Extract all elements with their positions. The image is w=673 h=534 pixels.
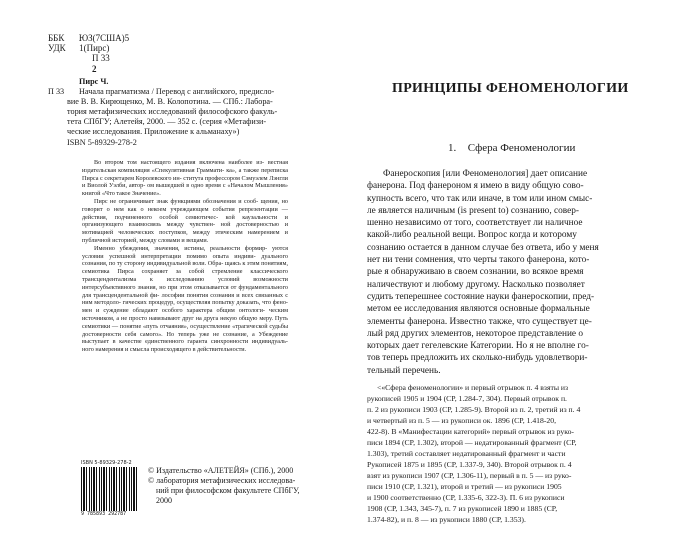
section-heading xyxy=(448,142,575,154)
record-line: Начала прагматизма / Перевод с английского, предисло- xyxy=(79,87,275,97)
section-number: 1. xyxy=(448,142,457,154)
copyright-line: © Издательство «АЛЕТЕЙЯ» (СПб.), 2000 xyxy=(148,466,294,475)
note-line: <«Сфера феноменологии» и первый отрывок п. 4 взяты из xyxy=(377,383,569,392)
record-line: тета СПбГУ; Алетейя, 2000. — 352 с. (серия «Метафизи- xyxy=(67,117,267,127)
body-line: наличествуют и любому другому. Насколько позволяет xyxy=(367,279,585,290)
running-title: ПРИНЦИПЫ ФЕНОМЕНОЛОГИИ xyxy=(392,81,629,96)
isbn-small: ISBN 5-89329-278-2 xyxy=(81,460,132,466)
barcode-image xyxy=(81,467,139,511)
body-line: фанерона. Под фанероном я имею в виду общую сово- xyxy=(367,181,584,192)
body-text xyxy=(367,168,647,377)
copyright xyxy=(148,466,308,506)
abstract-paragraph: Пирс не ограничивает знак функциями обозначения и сооб- щения, но говорит о нем как о некоем учреждающем события репрезентации — действия, подчиненного особой семиотичес- кой каузальности и организующего взаимосвязь между чувствен- ной достоверностью и мотивацией человеческих поступков, между этическим намерением и публичной историей, между словами и вещами. xyxy=(82,197,288,244)
note-line: 1.374-82), и п. 8 — из рукописи 1880 (CP, 1.353). xyxy=(367,515,526,524)
note-line: 1908 (CP, 1.343, 345-7), п. 7 из рукописей 1890 и 1885 (CP, xyxy=(367,504,558,513)
note-line: Рукописей 1875 и 1895 (CP, 1.337-9, 340). Второй отрывок п. 4 xyxy=(367,460,572,469)
bibliographic-record xyxy=(48,77,298,148)
bbk-value: ЮЗ(7США)5 xyxy=(78,33,130,43)
barcode-number: 9 785893 292787 xyxy=(81,511,127,517)
body-line: какой-либо реальной вещи. Вопрос когда и которому xyxy=(367,230,577,241)
note-line: п. 2 из рукописи 1903 (CP, 1.285-9). Второй из п. 2, третий из п. 4 xyxy=(367,405,581,414)
copyright-line: 2000 xyxy=(156,496,172,505)
note-line: взят из рукописи 1907 (CP, 1.306-11), первый в п. 5 — из руко- xyxy=(367,471,572,480)
copyright-line: © лаборатория метафизических исследова- xyxy=(148,476,296,485)
note-line: писи 1894 (CP, 1.302), второй — недатированный фрагмент (CP, xyxy=(367,438,577,447)
bbk-label: ББК xyxy=(48,33,65,43)
barcode-block xyxy=(81,460,141,517)
body-line: элементы фанерона. Известно также, что существует це- xyxy=(367,316,592,327)
body-line: лый ряд других элементов, некоторое представление о xyxy=(367,328,584,339)
body-line: рые я обнаруживаю в своем сознании, во всякое время xyxy=(367,267,584,278)
section-title: Сфера Феноменологии xyxy=(467,142,576,154)
body-line: тельный перечень. xyxy=(367,365,441,376)
copyright-line: ний при философском факультете СПбГУ, xyxy=(156,486,300,495)
record-line: ческие исследования. Приложение к альманаху») xyxy=(67,127,240,137)
record-code: П 33 xyxy=(48,87,65,97)
isbn-record: ISBN 5-89329-278-2 xyxy=(67,137,137,147)
body-line: нет ни тени сомнения, что черты такого фанерона, кото- xyxy=(367,255,590,266)
source-note xyxy=(367,382,647,525)
note-line: и 1900 соответственно (CP, 1.335-6, 322-3). П. 6 из рукописи xyxy=(367,493,565,502)
note-line: 1.303), третий составляет недатированный фрагмент и части xyxy=(367,449,566,458)
body-line: судить теперешнее состояние науки фанероскопии, пред- xyxy=(367,291,595,302)
record-description xyxy=(67,87,298,148)
note-line: рукописей 1905 и 1904 (CP, 1.284-7, 304). Первый отрывок п. xyxy=(367,394,567,403)
body-line: Фанероскопия [или Феноменология] дает описание xyxy=(383,169,588,179)
body-line: сознанию остается в данном случае без ответа, ибо у меня xyxy=(367,242,599,253)
body-line: ле является наличным (is present to) сознанию, совер- xyxy=(367,205,579,216)
record-line: вие В. В. Кирющенко, М. В. Колопотина. — СПб.: Лабора- xyxy=(67,97,273,107)
p33-short: П 33 xyxy=(92,53,110,63)
udk-label: УДК xyxy=(48,43,66,53)
udk-value: 1(Пирс) xyxy=(79,43,110,53)
abstract xyxy=(82,159,288,354)
copies-number: 2 xyxy=(92,64,97,74)
note-line: писи 1910 (CP, 1.321), второй и третий — из рукописи 1905 xyxy=(367,482,562,491)
body-line: шенно независимо от того, соответствует ли наличное xyxy=(367,218,583,229)
abstract-paragraph: Во втором том настоящего издания включена наиболее из- вестная издательская компиляция «Спекулятивная Граммати- ка», а также переписка Пирса с секретарем Королевского ин- ститута профессором Сэмуэлем Лэнгли и Виолой Уэлби, автор- ом вышедшей в одно время с «Началом Мышления» книгой «Что такое Значение». xyxy=(82,159,288,198)
record-line: тория метафизических исследований философского факуль- xyxy=(67,107,278,117)
note-line: 422-8). В «Манифестации категорий» первый отрывок из руко- xyxy=(367,427,574,436)
body-line: купность всего, что так или иначе, в том или ином смыс- xyxy=(367,193,593,204)
abstract-paragraph: Именно убеждения, значения, истины, реальности формир- уются условии успешной интерпретации помимо опыта индиви- дуального сознания, по ту сторону индивидуальной воли. Обра- щаясь к этим понятиям, семиотика Пирса сохраняет за собой стремление классического трансцендентализма к исследованию условий возможности интерсубъективного знания, но при этом отказывается от фундаментального для трансцендентальной фи- лософии понятия сознания и всех связанных с ним методоло- гических процедур, осуществляя попытку доказать, что фено- мен и суждение обладают особого характера общим онтологи- ческим источником, а не просто навязывают друг на друга некую общую меру. Путь семиотики — понятие «путь отчаяния», осуществление «трагической судьбы достоверности себя самого». Но теперь уже не сознание, а Убеждение выступает в качестве единственного гаранта синхронности индивидуаль- ного намерения и смысла происходящего в действительности. xyxy=(82,244,288,354)
body-line: тов теперь предложить их сколько-нибудь удовлетвори- xyxy=(367,353,588,364)
author-heading: Пирс Ч. xyxy=(79,77,109,86)
body-line: метом ее исследования являются основные формальные xyxy=(367,304,590,315)
body-line: которых дает гегелевские Категории. Но я не вполне го- xyxy=(367,341,589,352)
note-line: и четвертый из п. 5 — из рукописи ок. 1896 (CP, 1.418-20, xyxy=(367,416,557,425)
